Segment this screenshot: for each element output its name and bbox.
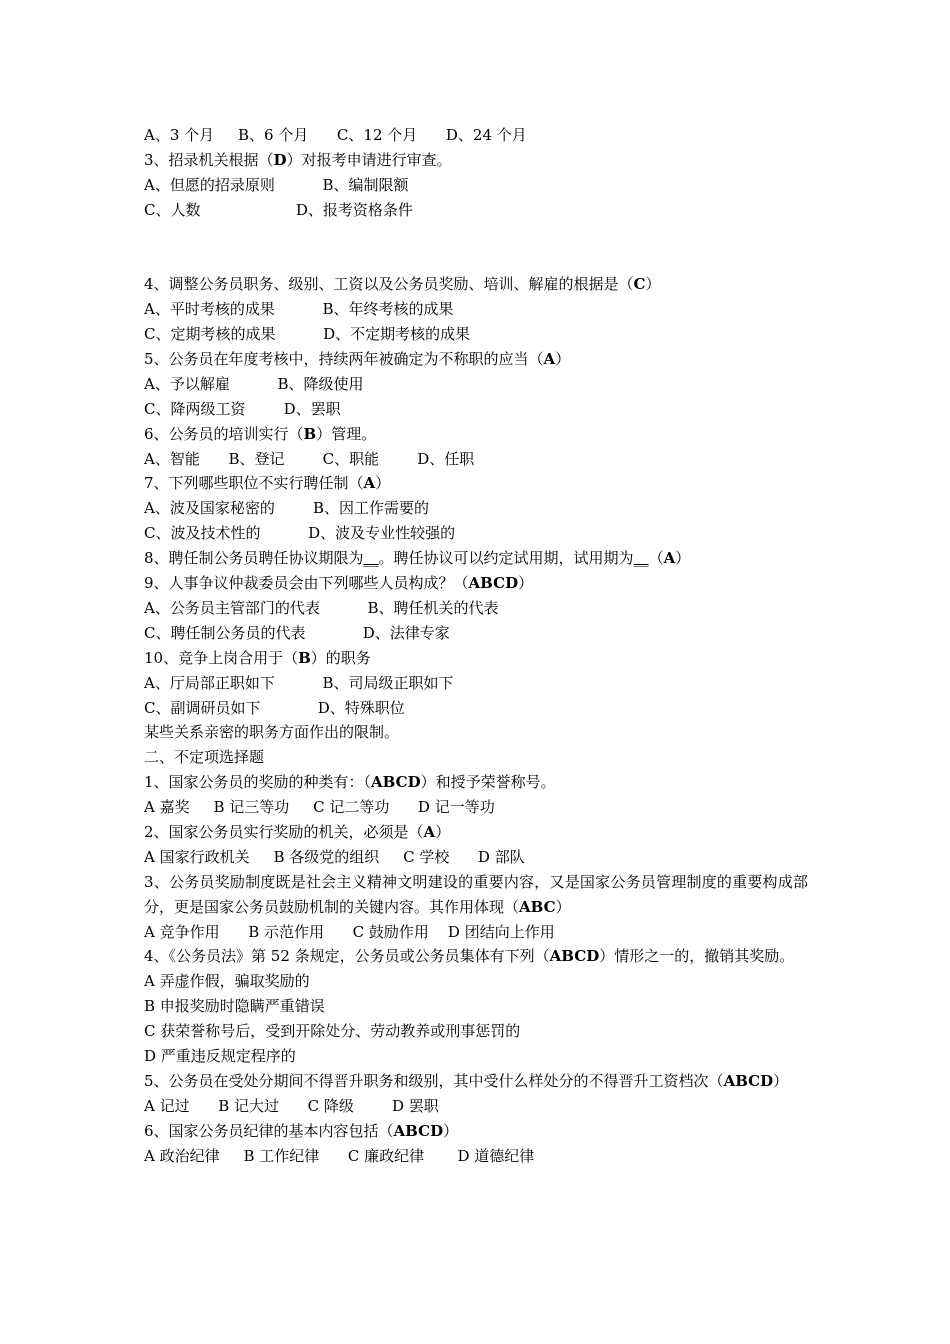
text-line — [144, 272, 808, 297]
text-segment: 6、国家公务员纪律的基本内容包括（ — [144, 1121, 394, 1140]
text-segment: C、副调研员如下 D、特殊职位 — [144, 698, 405, 717]
text-line — [144, 148, 808, 173]
answer-key: C — [633, 275, 646, 294]
answer-key: ABCD — [468, 574, 519, 593]
text-segment: A、波及国家秘密的 B、因工作需要的 — [144, 499, 430, 518]
text-line — [144, 1144, 808, 1169]
text-segment: 10、竞争上岗合用于（ — [144, 648, 299, 667]
text-line — [144, 596, 808, 621]
text-segment: ） — [443, 1121, 459, 1140]
text-line — [144, 347, 808, 372]
text-segment: （ — [648, 549, 664, 568]
text-line — [144, 397, 808, 422]
answer-key: A — [663, 549, 676, 568]
text-line — [144, 770, 808, 795]
text-line — [144, 1044, 808, 1069]
text-segment: 2、国家公务员实行奖励的机关，必须是（ — [144, 822, 424, 841]
text-line — [144, 1069, 808, 1094]
text-segment: 二、不定项选择题 — [144, 748, 265, 767]
text-segment: ） — [675, 549, 691, 568]
answer-key: ABCD — [723, 1071, 774, 1090]
text-segment: ） — [518, 574, 534, 593]
fill-blank: __ — [633, 549, 649, 568]
text-segment: 6、公务员的培训实行（ — [144, 424, 304, 443]
text-line — [144, 1094, 808, 1119]
answer-key: A — [363, 474, 376, 493]
text-segment: ）情形之一的，撤销其奖励。 — [599, 947, 795, 966]
fill-blank: __ — [363, 549, 379, 568]
text-line — [144, 820, 808, 845]
text-line — [144, 671, 808, 696]
text-segment: A、平时考核的成果 B、年终考核的成果 — [144, 300, 454, 319]
text-segment: A、但愿的招录原则 B、编制限额 — [144, 175, 409, 194]
text-segment: 7、下列哪些职位不实行聘任制（ — [144, 474, 364, 493]
text-segment: C 获荣誉称号后，受到开除处分、劳动教养或刑事惩罚的 — [144, 1022, 521, 1041]
text-line — [144, 422, 808, 447]
text-line — [144, 173, 808, 198]
text-segment: B 申报奖励时隐瞒严重错误 — [144, 997, 325, 1016]
text-segment: ）的职务 — [310, 648, 371, 667]
answer-key: ABC — [519, 897, 556, 916]
text-segment: A 记过 B 记大过 C 降级 D 罢职 — [144, 1096, 439, 1115]
text-segment: 3、公务员奖励制度既是社会主义精神文明建设的重要内容，又是国家公务员管理制度的重要构成部分，更是国家公务员鼓励机制的关键内容。其作用体现（ — [144, 872, 808, 916]
text-line — [144, 471, 808, 496]
text-line — [144, 571, 808, 596]
text-line — [144, 920, 808, 945]
text-segment: ）对报考申请进行审查。 — [286, 150, 452, 169]
text-line — [144, 1119, 808, 1144]
text-line — [144, 696, 808, 721]
text-segment: 9、人事争议仲裁委员会由下列哪些人员构成？（ — [144, 574, 469, 593]
text-line — [144, 944, 808, 969]
answer-key: A — [543, 350, 556, 369]
text-line — [144, 646, 808, 671]
text-segment: ）管理。 — [316, 424, 377, 443]
answer-key: D — [273, 150, 287, 169]
text-segment: 4、调整公务员职务、级别、工资以及公务员奖励、培训、解雇的根据是（ — [144, 275, 634, 294]
text-segment: ） — [645, 275, 661, 294]
text-line — [144, 994, 808, 1019]
text-segment: 8、聘任制公务员聘任协议期限为 — [144, 549, 364, 568]
text-segment: A 竞争作用 B 示范作用 C 鼓励作用 D 团结向上作用 — [144, 922, 555, 941]
text-line — [144, 297, 808, 322]
text-segment: 5、公务员在受处分期间不得晋升职务和级别，其中受什么样处分的不得晋升工资档次（ — [144, 1071, 724, 1090]
text-line — [144, 521, 808, 546]
text-segment: ）和授予荣誉称号。 — [420, 773, 556, 792]
text-segment: D 严重违反规定程序的 — [144, 1047, 296, 1066]
text-segment: C、人数 D、报考资格条件 — [144, 200, 413, 219]
answer-key: B — [298, 648, 311, 667]
text-line — [144, 546, 808, 571]
text-segment: C、降两级工资 D、罢职 — [144, 399, 341, 418]
text-line — [144, 720, 808, 745]
text-segment: 1、国家公务员的奖励的种类有：（ — [144, 773, 372, 792]
text-line — [144, 870, 808, 920]
text-segment: A 政治纪律 B 工作纪律 C 廉政纪律 D 道德纪律 — [144, 1146, 535, 1165]
text-segment: ） — [435, 822, 451, 841]
answer-key: ABCD — [371, 773, 421, 792]
text-segment: A、厅局部正职如下 B、司局级正职如下 — [144, 673, 454, 692]
answer-key: B — [303, 424, 317, 443]
text-segment: A 嘉奖 B 记三等功 C 记二等功 D 记一等功 — [144, 798, 495, 817]
text-segment: A 弄虚作假，骗取奖励的 — [144, 972, 310, 991]
text-segment: 5、公务员在年度考核中，持续两年被确定为不称职的应当（ — [144, 350, 544, 369]
text-segment: A、公务员主管部门的代表 B、聘任机关的代表 — [144, 598, 499, 617]
text-segment: A、3 个月 B、6 个月 C、12 个月 D、24 个月 — [144, 126, 527, 144]
document-body — [144, 123, 808, 1168]
text-segment: C、定期考核的成果 D、不定期考核的成果 — [144, 325, 471, 344]
text-line — [144, 198, 808, 223]
text-line — [144, 795, 808, 820]
answer-key: A — [423, 822, 436, 841]
text-segment: C、波及技术性的 D、波及专业性较强的 — [144, 524, 456, 543]
text-segment: ） — [555, 350, 571, 369]
text-line — [144, 496, 808, 521]
answer-key: ABCD — [549, 947, 600, 966]
text-line — [144, 447, 808, 472]
text-line — [144, 745, 808, 770]
text-line — [144, 969, 808, 994]
text-segment: 某些关系亲密的职务方面作出的限制。 — [144, 723, 400, 742]
blank-gap — [144, 223, 808, 273]
text-segment: A、予以解雇 B、降级使用 — [144, 374, 364, 393]
text-line — [144, 322, 808, 347]
answer-key: ABCD — [393, 1121, 444, 1140]
text-segment: A 国家行政机关 B 各级党的组织 C 学校 D 部队 — [144, 847, 525, 866]
text-line — [144, 845, 808, 870]
text-line — [144, 1019, 808, 1044]
text-segment: 。聘任协议可以约定试用期，试用期为 — [378, 549, 634, 568]
text-segment: 4、《公务员法》第 52 条规定，公务员或公务员集体有下列（ — [144, 947, 550, 966]
text-segment: ） — [375, 474, 391, 493]
text-segment: ） — [555, 897, 571, 916]
text-segment: 3、招录机关根据（ — [144, 150, 274, 169]
text-segment: A、智能 B、登记 C、职能 D、任职 — [144, 449, 475, 468]
text-segment: ） — [773, 1071, 789, 1090]
text-line — [144, 621, 808, 646]
text-segment: C、聘任制公务员的代表 D、法律专家 — [144, 623, 450, 642]
text-line — [144, 123, 808, 148]
text-line — [144, 372, 808, 397]
